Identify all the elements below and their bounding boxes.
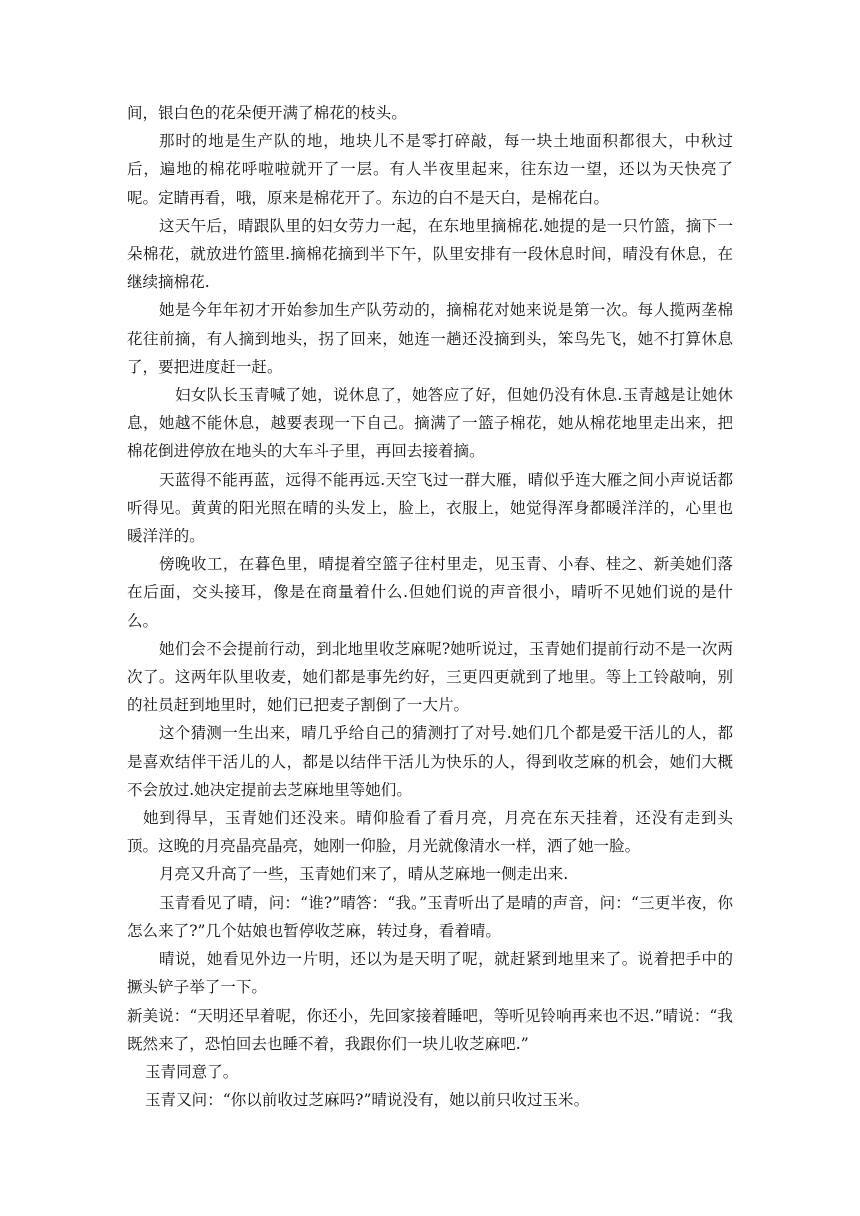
- paragraph-15: 玉青同意了。: [145, 1062, 239, 1081]
- paragraph-2: 那时的地是生产队的地，地块儿不是零打碎敲，每一块土地面积都很大，中秋过后，遍地的棉花呼啦啦就开了一层。有人半夜里起来，往东边一望，还以为天快亮了呢。定睛再看，哦，原来是棉花开了。东边的白不是天白，是棉花白。: [127, 132, 733, 207]
- paragraph-1: 间，银白色的花朵便开满了棉花的枝头。: [127, 104, 407, 122]
- paragraph-16: 玉青又问：“你以前收过芝麻吗?”晴说没有，她以前只收过玉米。: [145, 1091, 590, 1110]
- paragraph-14: 新美说：“天明还早着呢，你还小，先回家接着睡吧，等听见铃响再来也不迟.”晴说：“我既然来了，恐怕回去也睡不着，我跟你们一块儿收芝麻吧.”: [127, 1006, 733, 1053]
- paragraph-9: 这个猜测一生出来，晴几乎给自己的猜测打了对号.她们几个都是爱干活儿的人，都是喜欢结伴干活儿的人，都是以结伴干活儿为快乐的人，得到收芝麻的机会，她们大概不会放过.她决定提前去芝麻地里等她们。: [127, 724, 733, 799]
- paragraph-8: 她们会不会提前行动，到北地里收芝麻呢?她听说过，玉青她们提前行动不是一次两次了。这两年队里收麦，她们都是事先约好，三更四更就到了地里。等上工铃敲响，别的社员赶到地里时，她们已把麦子割倒了一大片。: [127, 639, 733, 715]
- paragraph-5: 妇女队长玉青喊了她，说休息了，她答应了好，但她仍没有休息.玉青越是让她休息，她越不能休息，越要表现一下自己。摘满了一篮子棉花，她从棉花地里走出来，把棉花倒进停放在地头的大车斗子里，再回去接着摘。: [127, 386, 733, 461]
- document-body: [127, 99, 733, 1114]
- paragraph-7: 傍晚收工，在暮色里，晴提着空篮子往村里走，见玉青、小春、桂之、新美她们落在后面，交头接耳，像是在商量着什么.但她们说的声音很小，晴听不见她们说的是什么。: [127, 555, 733, 630]
- paragraph-3: 这天午后，晴跟队里的妇女劳力一起，在东地里摘棉花.她提的是一只竹篮，摘下一朵棉花，就放进竹篮里.摘棉花摘到半下午，队里安排有一段休息时间，晴没有休息，在继续摘棉花.: [127, 216, 733, 292]
- paragraph-10: 她到得早，玉青她们还没来。晴仰脸看了看月亮，月亮在东天挂着，还没有走到头顶。这晚的月亮晶亮晶亮，她刚一仰脸，月光就像清水一样，洒了她一脸。: [127, 809, 733, 856]
- paragraph-11: 月亮又升高了一些，玉青她们来了，晴从芝麻地一侧走出来.: [159, 865, 569, 884]
- paragraph-4: 她是今年年初才开始参加生产队劳动的，摘棉花对她来说是第一次。每人揽两垄棉花往前摘，有人摘到地头，拐了回来，她连一趟还没摘到头，笨鸟先飞，她不打算休息了，要把进度赶一赶。: [127, 301, 733, 376]
- paragraph-12: 玉青看见了晴，问：“谁?”晴答：“我。”玉青听出了是晴的声音，问：“三更半夜，你怎么来了?”几个姑娘也暂停收芝麻，转过身，看着晴。: [127, 893, 733, 940]
- paragraph-6: 天蓝得不能再蓝，远得不能再远.天空飞过一群大雁，晴似乎连大雁之间小声说话都听得见。黄黄的阳光照在晴的头发上，脸上，衣服上，她觉得浑身都暖洋洋的，心里也暖洋洋的。: [127, 470, 733, 546]
- paragraph-13: 晴说，她看见外边一片明，还以为是天明了呢，就赶紧到地里来了。说着把手中的撅头铲子举了一下。: [127, 950, 733, 997]
